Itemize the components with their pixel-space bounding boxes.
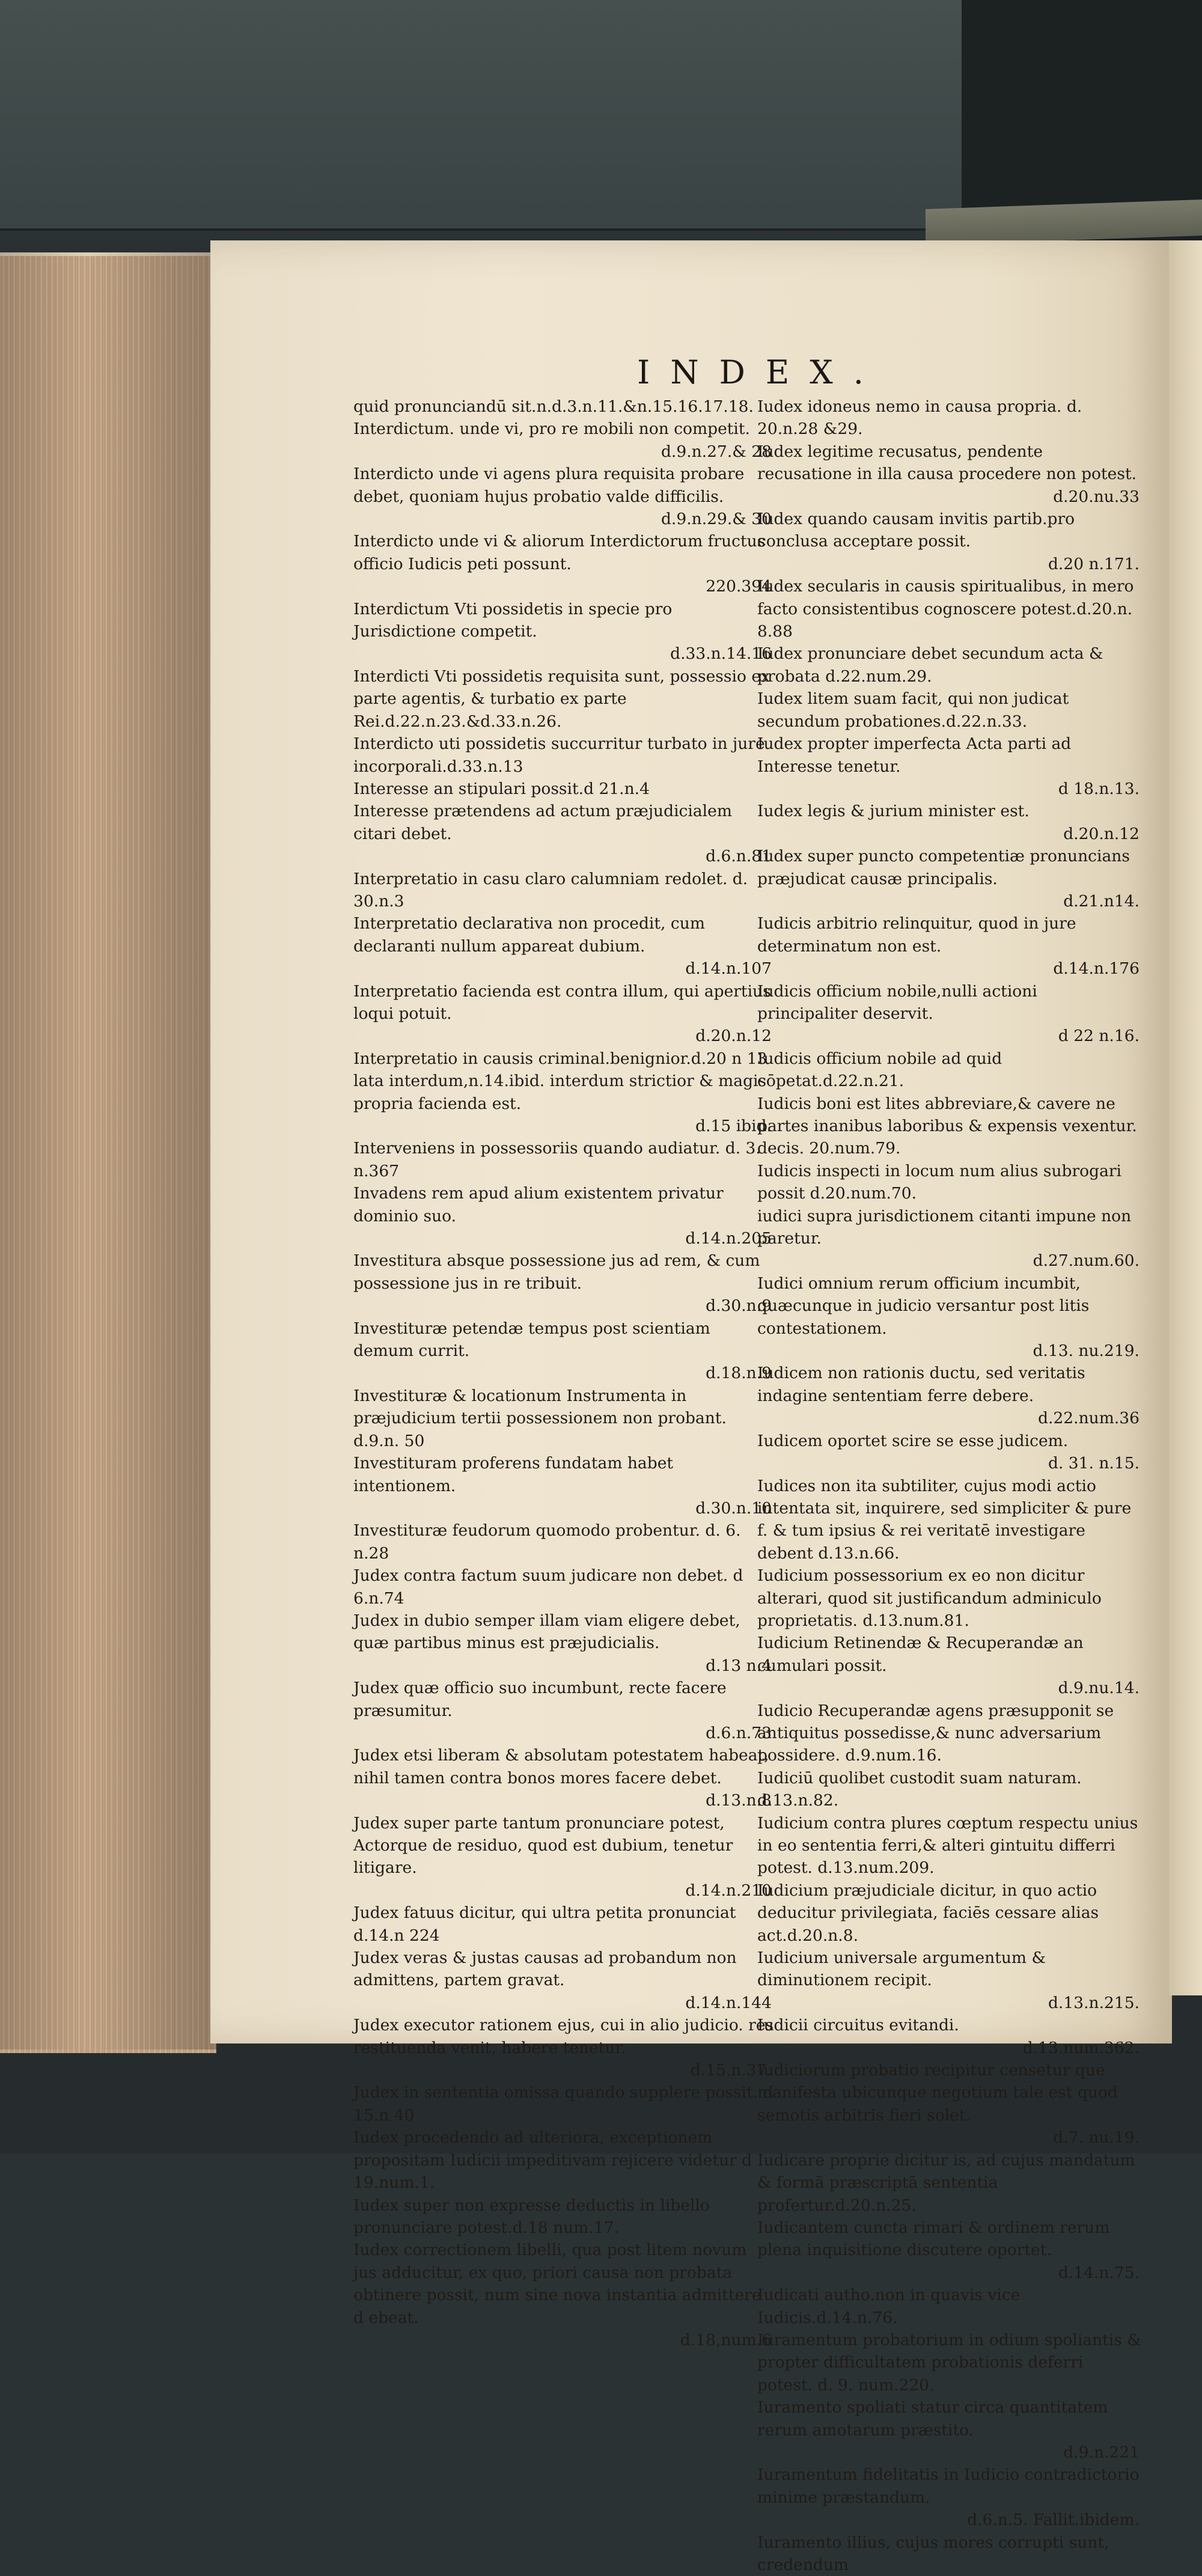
index-entry [353,1812,774,1902]
index-entry-reference: d.6.n.81 [706,847,772,866]
index-entry-text: Iudicati autho.non in quavis vice Iudicis.d.14.n.76. [757,2286,1020,2327]
index-entry-text: Iudici omnium rerum officium incumbit, quæcunque in judicio versantur post litis contestationem. [757,1274,1090,1338]
index-entry [757,2059,1142,2149]
index-entry [353,418,774,463]
index-entry-text: Iudicem non rationis ductu, sed veritatis indagine sententiam ferre debere. [757,1364,1085,1405]
index-entry [353,1744,774,1811]
index-entry-text: Interpretatio in causis criminal.benignior.d.20 n 13 lata interdum,n.14.ibid. interdum strictior & magis propria facienda est. [353,1049,767,1113]
index-entry [353,1564,774,1610]
index-entry-text: Investituræ feudorum quomodo probentur. d. 6. n.28 [353,1521,741,1563]
index-entry-text: Interdicto uti possidetis succurritur turbato in jure incorporali.d.33.n.13 [353,734,765,776]
index-entry [353,1182,774,1250]
index-entry-reference: d.9.n.29.& 30 [660,510,772,529]
index-entry-reference: d.13.num.362. [1022,2038,1139,2057]
index-entry [757,2532,1142,2576]
index-entry [353,1452,774,1519]
index-entry-text: Iudex procedendo ad ulteriora, exceptionem propositam Iudicii impeditivam rejicere videtur d 19.num.1. [353,2128,752,2193]
index-entry-text: Iudex quando causam invitis partib.pro conclusa acceptare possit. [757,510,1075,551]
index-entry [353,1519,774,1564]
index-entry [757,1362,1142,1429]
index-entry-text: Iudicium Retinendæ & Recuperandæ an cumulari possit. [757,1634,1084,1675]
index-entry-text: Iudices non ita subtiliter, cujus modi actio intentata sit, inquirere, sed simpliciter & pure f. & tum ipsius & rei veritatē investigare debent d.13.n.66. [757,1476,1132,1563]
index-entry-reference: d.18,num.6 [680,2330,772,2349]
index-entry [757,441,1142,508]
index-entry [757,395,1142,441]
facing-page-edge [1169,240,1202,1995]
index-entry [757,2396,1142,2464]
index-entry [757,2149,1142,2217]
index-entry-text: Iudex super puncto competentiæ pronuncians præjudicat causæ principalis. [757,847,1130,888]
index-entry [353,1902,774,1947]
index-entry-reference: d.13.n.215. [1048,1993,1139,2012]
index-entry [757,1272,1142,1363]
index-entry [353,1048,774,1138]
index-entry [353,530,774,597]
index-entry [757,1700,1142,1767]
index-entry [757,1048,1142,1093]
index-entry-reference: d.7. nu.19. [1053,2128,1139,2147]
index-entry-text: Investituram proferens fundatam habet intentionem. [353,1454,674,1495]
index-entry [757,2014,1142,2059]
index-entry [353,2239,774,2351]
index-entry-text: Iudicem oportet scire se esse judicem. [757,1431,1069,1450]
index-entry-text: Iuramentum probatorium in odium spoliantis & propter difficultatem probationis deferri potest. d. 9. num.220. [757,2330,1141,2394]
index-entry-text: Investituræ & locationum Instrumenta in præjudicium tertii possessionem non probant. d.9.n. 50 [353,1386,727,1450]
index-entry-text: Interdicto unde vi agens plura requisita probare debet, quoniam hujus probatio valde difficilis. [353,465,745,506]
index-entry-text: Iudicium universale argumentum & diminutionem recipit. [757,1949,1046,1990]
index-entry-text: Iudicantem cuncta rimari & ordinem rerum plena inquisitione discutere oportet. [757,2218,1110,2260]
index-entry [353,395,774,418]
index-entry [757,508,1142,575]
index-entry-reference: d.13 n.4 [706,1656,772,1675]
index-entry-text: quid pronunciandū sit.n.d.3.n.11.&n.15.16.17.18. [353,397,754,416]
index-entry [757,2464,1142,2531]
index-entry-text: Iudex super non expresse deductis in libello pronunciare potest.d.18 num.17. [353,2196,710,2237]
index-entry-reference: d.14.n.144 [685,1993,772,2012]
index-entry-text: Investitura absque possessione jus ad rem, & cum possessione jus in re tribuit. [353,1251,760,1293]
index-entry-reference: d.14.n.107 [685,959,772,978]
index-entry-reference: 220.394 [706,577,772,596]
index-entry-text: Investituræ petendæ tempus post scientiam demum currit. [353,1319,710,1361]
index-entry-reference: d.21.n14. [1063,891,1139,911]
index-entry [757,642,1142,688]
index-entry [353,1317,774,1385]
index-entry [757,2329,1142,2396]
index-entry-text: Judex in dubio semper illam viam eligere debet, quæ partibus minus est præjudicialis. [353,1611,740,1653]
index-entry-reference: d 18.n.13. [1058,779,1139,798]
index-entry-reference: d.18.n.9 [706,1364,772,1383]
index-entry-reference: d.30.n.10 [695,1498,772,1518]
index-entry-text: Judex super parte tantum pronunciare potest, Actorque de residuo, quod est dubium, tenetur litigare. [353,1813,733,1878]
index-column-right [757,395,1142,2576]
index-entry-reference: d 22 n.16. [1058,1027,1139,1046]
index-entry-text: Interpretatio facienda est contra illum, qui apertius loqui potuit. [353,981,771,1023]
index-entry [353,868,774,913]
index-entry-text: Iudicis arbitrio relinquitur, quod in jure determinatum non est. [757,914,1076,956]
index-entry-text: Iuramentum fidelitatis in Iudicio contradictorio minime præstandum. [757,2465,1139,2507]
index-entry-text: Iudex legis & jurium minister est. [757,802,1030,821]
index-entry-text: Interesse prætendens ad actum præjudicialem citari debet. [353,802,732,843]
index-entry [353,2081,774,2126]
index-entry-reference: d.27.num.60. [1033,1251,1139,1271]
index-entry-text: Iuramento illius, cujus mores corrupti sunt, credendum [757,2533,1109,2574]
index-entry [353,1385,774,1452]
index-entry-reference: d.6.n.5. Fallit.ibidem. [967,2510,1139,2530]
index-entry-reference: d.20 n.171. [1048,554,1139,573]
index-entry-reference: d.9.nu.14. [1058,1679,1139,1698]
index-entry-reference: d.13.n.8 [706,1791,772,1810]
index-entry-text: iudici supra jurisdictionem citanti impune non paretur. [757,1206,1132,1248]
index-entry-text: Judex etsi liberam & absolutam potestatem habeat, nihil tamen contra bonos mores facere debet. [353,1746,769,1787]
index-entry-text: Iudex idoneus nemo in causa propria. d. 20.n.28 &29. [757,397,1082,439]
index-entry-text: Iudex litem suam facit, qui non judicat secundum probationes.d.22.n.33. [757,689,1069,731]
index-entry-text: Iudicium possessorium ex eo non dicitur alterari, quod sit justificandum adminiculo proprietatis. d.13.num.81. [757,1566,1102,1630]
index-entry-text: Interdicti Vti possidetis requisita sunt, possessio ex parte agentis, & turbatio ex parte Rei.d.22.n.23.&d.33.n.26. [353,667,770,731]
index-entry-text: Iudex pronunciare debet secundum acta & probata d.22.num.29. [757,644,1103,686]
index-entry [757,1632,1142,1699]
index-entry-text: Interveniens in possessoriis quando audiatur. d. 3. n.367 [353,1139,761,1180]
page-edges-shade [0,252,216,2050]
index-entry [757,1430,1142,1475]
index-entry [353,463,774,530]
page-header: INDEX. [637,353,884,391]
index-entry-reference: d.22.num.36 [1038,1409,1139,1428]
index-entry-text: Interesse an stipulari possit.d 21.n.4 [353,779,650,798]
index-entry-text: Judex fatuus dicitur, qui ultra petita pronunciat d.14.n 224 [353,1903,736,1945]
index-entry-reference: d. 31. n.15. [1048,1454,1139,1473]
index-entry [757,2284,1142,2329]
index-entry-text: Judex quæ officio suo incumbunt, recte facere præsumitur. [353,1679,727,1720]
index-entry-text: Interpretatio declarativa non procedit, cum declaranti nullum appareat dubium. [353,914,705,956]
index-entry-reference: d.20.nu.33 [1053,487,1139,506]
index-entry [353,800,774,867]
index-entry-text: Iudex propter imperfecta Acta parti ad Interesse tenetur. [757,734,1072,776]
index-entry [353,1137,774,1182]
index-entry [353,665,774,733]
index-entry-text: Interpretatio in casu claro calumniam redolet. d. 30.n.3 [353,869,748,911]
index-entry-text: Iudicis officium nobile ad quid cōpetat.d.22.n.21. [757,1049,1002,1091]
index-entry-reference: d.9.n.27.& 28 [660,442,772,461]
index-entry-reference: d.9.n.221 [1063,2443,1139,2462]
index-entry-reference: d.13. nu.219. [1033,1341,1139,1361]
index-entry-reference: d.30.n.9 [706,1296,772,1316]
index-entry-reference: d.15.n.37. [690,2061,772,2080]
index-entry [757,1879,1142,1947]
index-entry [353,1947,774,2014]
index-entry [353,1250,774,1317]
index-entry-text: Iudicis officium nobile,nulli actioni principaliter deservit. [757,981,1037,1023]
index-entry-text: Judex veras & justas causas ad probandum non admittens, partem gravat. [353,1949,737,1990]
index-entry-text: Iudicium præjudiciale dicitur, in quo actio deducitur privilegiata, faciēs cessare alias act.d.20.n.8. [757,1881,1099,1945]
index-entry-text: Iudicii circuitus evitandi. [757,2016,959,2035]
index-entry [757,845,1142,912]
index-entry [757,2217,1142,2284]
index-entry [353,912,774,980]
index-entry [757,1947,1142,2014]
index-entry [757,1812,1142,1879]
index-entry-text: Iudicis boni est lites abbreviare,& cavere ne partes inanibus laboribus & expensis vexentur. decis. 20.num.79. [757,1094,1137,1158]
index-column-left [353,395,774,2351]
index-entry-reference: d.14.n.176 [1053,959,1139,978]
index-entry [353,778,774,800]
index-entry [757,912,1142,980]
index-entry [757,1475,1142,1565]
index-entry [353,1610,774,1677]
index-entry [353,2126,774,2194]
index-entry-reference: d.15 ibid. [695,1117,772,1135]
index-entry [757,575,1142,642]
book-cover-board [0,0,974,231]
index-entry [353,2194,774,2239]
index-entry-text: Interdicto unde vi & aliorum Interdictorum fructus officio Iudicis peti possunt. [353,532,766,573]
index-entry-text: Judex contra factum suum judicare non debet. d 6.n.74 [353,1566,743,1608]
index-entry [757,1160,1142,1205]
index-entry-text: Interdictum. unde vi, pro re mobili non competit. [353,420,750,439]
index-entry-text: Judex executor rationem ejus, cui in alio judicio. res restituenda venit, habere tenetur. [353,2016,774,2057]
index-entry-reference: d.14.n.205 [685,1229,772,1248]
index-entry [353,1677,774,1744]
index-entry [757,800,1142,845]
index-entry-reference: d.33.n.14.16 [670,644,772,664]
index-entry [757,733,1142,800]
index-entry-text: Invadens rem apud alium existentem privatur dominio suo. [353,1184,724,1225]
index-entry [757,1205,1142,1272]
index-entry-reference: d.14.n.75. [1058,2263,1139,2282]
index-entry-text: Judex in sententia omissa quando supplere possit. d 15.n 40 [353,2083,773,2125]
index-entry-text: Iudiciū quolibet custodit suam naturam. d.13.n.82. [757,1768,1082,1810]
index-entry-text: Iudex secularis in causis spiritualibus, in mero facto consistentibus cognoscere potest.d.20.n. 8.88 [757,577,1134,641]
index-entry [353,980,774,1048]
index-entry-text: Interdictum Vti possidetis in specie pro Jurisdictione competit. [353,599,673,641]
index-entry [757,688,1142,733]
index-entry [353,598,774,665]
index-entry [757,1093,1142,1160]
index-entry-text: Iudex legitime recusatus, pendente recusatione in illa causa procedere non potest. [757,442,1137,484]
index-entry-reference: d.6.n.73 [706,1723,772,1742]
index-entry-text: Iudicis inspecti in locum num alius subrogari possit d.20.num.70. [757,1161,1122,1203]
index-entry-reference: d.20.n.12 [695,1027,772,1046]
index-entry-text: Iuramento spoliati statur circa quantitatem rerum amotarum præstito. [757,2398,1108,2440]
index-entry-text: Iudicare proprie dicitur is, ad cujus mandatum & formā præscriptā sententia profertur.d.20.n.25. [757,2150,1135,2215]
index-entry-text: Iudiciorum probatio recipitur censetur que manifesta ubicunque negotium tale est quod semotis arbitris fieri solet. [757,2061,1118,2125]
index-entry [757,1564,1142,1632]
index-entry-reference: d.14.n.210 [685,1881,772,1900]
index-entry-text: Iudex correctionem libelli, qua post litem novum jus adducitur, ex quo, priori causa non probata obtinere possit, num sine nova instantia admittere d ebeat. [353,2241,761,2327]
index-entry [757,1767,1142,1812]
index-entry-reference: d.20.n.12 [1063,824,1139,843]
index-entry [353,2014,774,2081]
index-entry [353,733,774,778]
index-entry [757,980,1142,1048]
index-entry-text: Iudicio Recuperandæ agens præsupponit se antiquitus possedisse,& nunc adversarium possidere. d.9.num.16. [757,1701,1114,1765]
index-entry-text: Iudicium contra plures cœptum respectu unius in eo sententia ferri,& alteri gintuitu differri potest. d.13.num.209. [757,1813,1138,1878]
